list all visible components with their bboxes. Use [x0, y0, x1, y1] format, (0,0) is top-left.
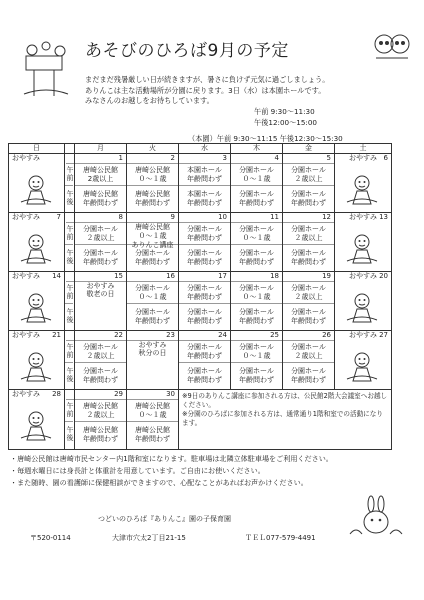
- saturday-cell: [335, 272, 391, 330]
- main-hall-hours: （本園）午前 9:30～11:15 午後12:30～15:30: [188, 134, 343, 143]
- afternoon-activity: 年齢問わず: [135, 317, 170, 325]
- afternoon-activity: 年齢問わず: [239, 258, 274, 266]
- date-number: 4: [274, 154, 279, 162]
- morning-activity: 年齢問わず: [187, 293, 222, 301]
- afternoon-activity: 唐崎公民館: [135, 426, 170, 434]
- day-cell: [231, 272, 283, 330]
- date-number: 13: [379, 213, 388, 221]
- morning-activity: 分園ホール: [83, 343, 118, 351]
- morning-activity: 唐崎公民館: [135, 166, 170, 174]
- morning-activity: ０～１歳: [138, 411, 167, 419]
- afternoon-activity: 分園ホール: [291, 308, 326, 316]
- ampm-label-cell: [65, 331, 75, 389]
- morning-activity: ０～１歳: [138, 175, 167, 183]
- afternoon-activity: 分園ホール: [239, 190, 274, 198]
- afternoon-activity: 分園ホール: [135, 249, 170, 257]
- date-number: 8: [118, 213, 123, 221]
- date-number: 5: [326, 154, 331, 162]
- day-cell: [283, 272, 335, 330]
- date-number: 26: [322, 331, 331, 339]
- morning-activity: 年齢問わず: [187, 352, 222, 360]
- afternoon-activity: 分園ホール: [187, 249, 222, 257]
- calendar-week: [9, 213, 391, 272]
- day-cell: [179, 213, 231, 271]
- child-icon: [19, 290, 53, 324]
- morning-activity: ０～１歳: [138, 232, 167, 240]
- day-cell: [231, 213, 283, 271]
- day-cell: [127, 390, 179, 449]
- calendar-week: [9, 272, 391, 331]
- pm-label: 午後: [66, 190, 74, 206]
- child-icon: [345, 172, 379, 206]
- date-number: 27: [379, 331, 388, 339]
- afternoon-activity: 分園ホール: [239, 308, 274, 316]
- afternoon-activity: 年齢問わず: [239, 199, 274, 207]
- ampm-label-cell: [65, 390, 75, 449]
- am-label: 午前: [66, 284, 74, 300]
- sunday-cell: [9, 213, 65, 271]
- intro-line: まだまだ残暑厳しい日が続きますが、暑さに負けず元気に過ごしましょう。: [85, 75, 330, 84]
- afternoon-activity: 分園ホール: [83, 249, 118, 257]
- holiday-label: おやすみ: [12, 213, 40, 221]
- child-icon: [19, 172, 53, 206]
- holiday-label: 秋分の日: [138, 349, 167, 357]
- morning-activity: 分園ホール: [239, 284, 274, 292]
- day-cell: [127, 154, 179, 212]
- morning-activity: ０～１歳: [242, 175, 271, 183]
- day-cell: [283, 154, 335, 212]
- morning-activity: 分園ホール: [187, 343, 222, 351]
- intro-line: みなさんのお越しをお待ちしています。: [85, 96, 214, 105]
- morning-activity: ２歳以上: [294, 293, 323, 301]
- sunday-cell: [9, 390, 65, 449]
- date-number: 10: [218, 213, 227, 221]
- date-number: 2: [170, 154, 175, 162]
- day-cell: [283, 331, 335, 389]
- date-number: 19: [322, 272, 331, 280]
- date-number: 6: [383, 154, 388, 162]
- day-cell: [127, 331, 179, 389]
- afternoon-activity: 本園ホール: [187, 190, 222, 198]
- morning-activity: 分園ホール: [83, 225, 118, 233]
- morning-activity: 分園ホール: [291, 166, 326, 174]
- pm-label: 午後: [66, 249, 74, 265]
- morning-activity: 唐崎公民館: [83, 402, 118, 410]
- afternoon-activity: 年齢問わず: [187, 258, 222, 266]
- page-title: あそびのひろば9月の予定: [85, 41, 289, 61]
- info-bullet: ・唐崎公民館は唐崎市民センター内1階和室になります。駐車場は北隣立体駐車場をご利用ください。: [10, 454, 333, 463]
- day-cell: [231, 154, 283, 212]
- ampm-label-cell: [65, 154, 75, 212]
- holiday-label: おやすみ: [138, 341, 167, 349]
- header-tue: 火: [127, 144, 179, 153]
- child-icon: [345, 349, 379, 383]
- sunday-cell: [9, 272, 65, 330]
- ampm-label-cell: [65, 213, 75, 271]
- afternoon-activity: 年齢問わず: [83, 199, 118, 207]
- date-number: 1: [118, 154, 123, 162]
- calendar-body: [9, 154, 391, 449]
- pm-label: 午後: [66, 367, 74, 383]
- child-icon: [19, 408, 53, 442]
- afternoon-activity: 年齢問わず: [291, 317, 326, 325]
- afternoon-activity: 唐崎公民館: [83, 190, 118, 198]
- info-bullet: ・毎週水曜日には身長計と体重計を用意しています。ご自由にお使いください。: [10, 466, 265, 475]
- day-cell: [127, 213, 179, 271]
- info-bullet: ・また随時、園の看護師に保健相談ができますので、心配なことがあればお声かけください。: [10, 478, 308, 487]
- holiday-label: おやすみ: [12, 390, 40, 398]
- date-number: 30: [166, 390, 175, 398]
- day-cell: [179, 331, 231, 389]
- pm-label: 午後: [66, 308, 74, 324]
- day-cell: [179, 272, 231, 330]
- afternoon-activity: 年齢問わず: [239, 317, 274, 325]
- date-number: 16: [166, 272, 175, 280]
- pm-label: 午後: [66, 426, 74, 442]
- header-label: [65, 144, 75, 153]
- day-cell: [231, 331, 283, 389]
- date-number: 7: [56, 213, 61, 221]
- child-icon: [345, 290, 379, 324]
- am-label: 午前: [66, 166, 74, 182]
- afternoon-activity: 年齢問わず: [239, 376, 274, 384]
- afternoon-activity: 年齢問わず: [187, 376, 222, 384]
- morning-activity: ありんこ講座: [131, 241, 174, 249]
- day-cell: [127, 272, 179, 330]
- afternoon-hours: 午後12:00～15:00: [254, 118, 317, 127]
- rabbit-icon: [346, 494, 406, 536]
- saturday-cell: [335, 331, 391, 389]
- date-number: 20: [379, 272, 388, 280]
- am-label: 午前: [66, 343, 74, 359]
- morning-activity: ２歳以上: [294, 175, 323, 183]
- morning-activity: 分園ホール: [239, 166, 274, 174]
- raccoon-icon: [372, 30, 412, 60]
- intro-line: ありんこは主な活動場所が分園に戻ります。3日（水）は本園ホールです。: [85, 86, 326, 95]
- holiday-label: おやすみ: [86, 282, 115, 290]
- afternoon-activity: 分園ホール: [291, 249, 326, 257]
- morning-activity: 分園ホール: [187, 284, 222, 292]
- morning-activity: 本園ホール: [187, 166, 222, 174]
- saturday-cell: [335, 154, 391, 212]
- header-wed: 水: [179, 144, 231, 153]
- afternoon-activity: 分園ホール: [239, 249, 274, 257]
- day-cell: [75, 213, 127, 271]
- calendar-header: [9, 144, 391, 154]
- morning-activity: ０～１歳: [138, 293, 167, 301]
- date-number: 15: [114, 272, 123, 280]
- morning-activity: 分園ホール: [239, 225, 274, 233]
- footer-org: つどいのひろば『ありんこ』園の子保育園: [98, 515, 231, 523]
- header-sun: 日: [9, 144, 65, 153]
- calendar-table: [8, 143, 392, 450]
- morning-activity: 唐崎公民館: [135, 402, 170, 410]
- holiday-label: おやすみ: [349, 331, 377, 339]
- calendar-note: ※9日のありんこ講座に参加される方は、公民館2階大会議室へお越しください。 ※分園のひろばに参加される方は、通常通り1階和室での活動になります。: [182, 392, 388, 427]
- day-cell: [75, 390, 127, 449]
- morning-activity: 2歳以上: [87, 175, 114, 183]
- ampm-label-cell: [65, 272, 75, 330]
- child-icon: [19, 231, 53, 265]
- morning-activity: 分園ホール: [187, 225, 222, 233]
- date-number: 9: [170, 213, 175, 221]
- afternoon-activity: 分園ホール: [187, 367, 222, 375]
- calendar-week: [9, 390, 391, 449]
- date-number: 11: [270, 213, 279, 221]
- morning-activity: ２歳以上: [294, 352, 323, 360]
- morning-activity: ０～１歳: [242, 293, 271, 301]
- afternoon-activity: 分園ホール: [291, 367, 326, 375]
- sunday-cell: [9, 154, 65, 212]
- holiday-label: おやすみ: [12, 154, 40, 162]
- date-number: 29: [114, 390, 123, 398]
- date-number: 22: [114, 331, 123, 339]
- header-mon: 月: [75, 144, 127, 153]
- date-number: 25: [270, 331, 279, 339]
- afternoon-activity: 分園ホール: [135, 308, 170, 316]
- child-icon: [345, 231, 379, 265]
- date-number: 21: [52, 331, 61, 339]
- flower-sign-icon: [20, 40, 72, 98]
- holiday-label: おやすみ: [12, 331, 40, 339]
- am-label: 午前: [66, 402, 74, 418]
- date-number: 17: [218, 272, 227, 280]
- date-number: 18: [270, 272, 279, 280]
- day-cell: [75, 272, 127, 330]
- afternoon-activity: 分園ホール: [83, 367, 118, 375]
- morning-activity: ０～１歳: [242, 234, 271, 242]
- afternoon-activity: 年齢問わず: [83, 376, 118, 384]
- morning-activity: 分園ホール: [291, 225, 326, 233]
- calendar-week: [9, 154, 391, 213]
- morning-activity: 年齢問わず: [187, 175, 222, 183]
- saturday-cell: [335, 213, 391, 271]
- date-number: 23: [166, 331, 175, 339]
- child-icon: [19, 349, 53, 383]
- morning-activity: ２歳以上: [86, 411, 115, 419]
- holiday-label: おやすみ: [349, 272, 377, 280]
- day-cell: [75, 154, 127, 212]
- sunday-cell: [9, 331, 65, 389]
- afternoon-activity: 年齢問わず: [83, 435, 118, 443]
- header-fri: 金: [283, 144, 335, 153]
- morning-hours: 午前 9:30～11:30: [254, 107, 315, 116]
- calendar-note-cell: [179, 390, 391, 449]
- morning-activity: 年齢問わず: [187, 234, 222, 242]
- holiday-label: おやすみ: [349, 154, 377, 162]
- day-cell: [283, 213, 335, 271]
- morning-activity: 分園ホール: [291, 284, 326, 292]
- calendar-week: [9, 331, 391, 390]
- afternoon-activity: 分園ホール: [291, 190, 326, 198]
- holiday-label: おやすみ: [12, 272, 40, 280]
- morning-activity: 分園ホール: [291, 343, 326, 351]
- day-cell: [75, 331, 127, 389]
- footer-tel: ＴＥＬ077-579-4491: [245, 534, 316, 542]
- holiday-label: おやすみ: [349, 213, 377, 221]
- afternoon-activity: 分園ホール: [187, 308, 222, 316]
- date-number: 12: [322, 213, 331, 221]
- footer-address: 大津市穴太2丁目21-15: [112, 534, 186, 542]
- afternoon-activity: 年齢問わず: [187, 199, 222, 207]
- afternoon-activity: 唐崎公民館: [135, 190, 170, 198]
- morning-activity: 唐崎公民館: [83, 166, 118, 174]
- afternoon-activity: 年齢問わず: [135, 199, 170, 207]
- morning-activity: ０～１歳: [242, 352, 271, 360]
- header-thu: 木: [231, 144, 283, 153]
- morning-activity: 分園ホール: [135, 284, 170, 292]
- date-number: 3: [222, 154, 227, 162]
- afternoon-activity: 年齢問わず: [135, 435, 170, 443]
- afternoon-activity: 唐崎公民館: [83, 426, 118, 434]
- morning-activity: ２歳以上: [294, 234, 323, 242]
- day-cell: [179, 154, 231, 212]
- morning-activity: 唐崎公民館: [135, 223, 170, 231]
- afternoon-activity: 年齢問わず: [83, 258, 118, 266]
- afternoon-activity: 年齢問わず: [291, 199, 326, 207]
- afternoon-activity: 分園ホール: [239, 367, 274, 375]
- morning-activity: ２歳以上: [86, 234, 115, 242]
- morning-activity: 分園ホール: [239, 343, 274, 351]
- afternoon-activity: 年齢問わず: [291, 376, 326, 384]
- afternoon-activity: 年齢問わず: [187, 317, 222, 325]
- morning-activity: ２歳以上: [86, 352, 115, 360]
- afternoon-activity: 年齢問わず: [135, 258, 170, 266]
- date-number: 24: [218, 331, 227, 339]
- am-label: 午前: [66, 225, 74, 241]
- holiday-label: 敬老の日: [86, 290, 115, 298]
- date-number: 28: [52, 390, 61, 398]
- date-number: 14: [52, 272, 61, 280]
- afternoon-activity: 年齢問わず: [291, 258, 326, 266]
- header-sat: 土: [359, 144, 367, 152]
- footer-postal: 〒520-0114: [30, 534, 71, 542]
